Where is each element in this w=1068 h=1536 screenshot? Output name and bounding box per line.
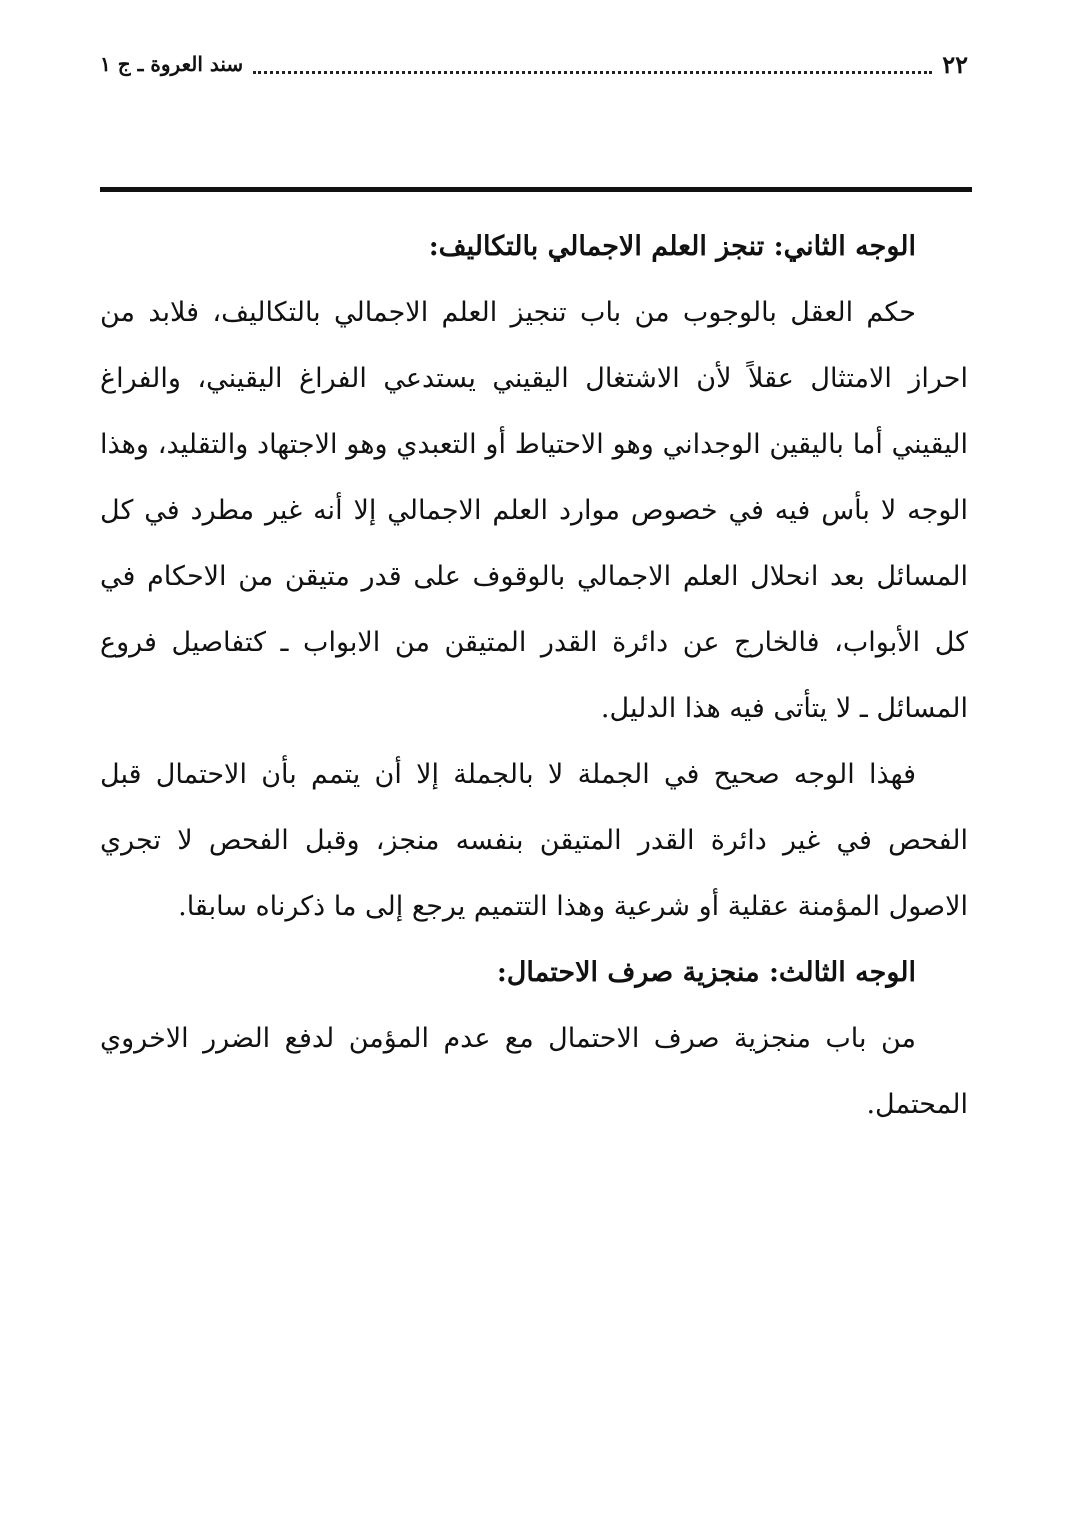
header-rule: [100, 187, 972, 192]
header-dot-leader: [253, 55, 932, 74]
page-number: ٢٢: [942, 49, 968, 79]
paragraph: حكم العقل بالوجوب من باب تنجيز العلم الاجمالي بالتكاليف، فلابد من احراز الامتثال عقلاً لأن الاشتغال اليقيني يستدعي الفراغ اليقيني، والفراغ اليقيني أما باليقين الوجداني وهو الاحتياط أو التعبدي وهو الاجتهاد والتقليد، وهذا الوجه لا بأس فيه في خصوص موارد العلم الاجمالي إلا أنه غير مطرد في كل المسائل بعد انحلال العلم الاجمالي بالوقوف على قدر متيقن من الاحكام في كل الأبواب، فالخارج عن دائرة القدر المتيقن من الابواب ـ كتفاصيل فروع المسائل ـ لا يتأتى فيه هذا الدليل.: [100, 297, 968, 724]
section-heading-second-aspect: الوجه الثاني: تنجز العلم الاجمالي بالتكاليف:: [428, 231, 916, 262]
running-title: سند العروة ـ ج ١: [100, 52, 244, 76]
paragraph: من باب منجزية صرف الاحتمال مع عدم المؤمن لدفع الضرر الاخروي المحتمل.: [100, 1023, 968, 1120]
section-heading-third-aspect: الوجه الثالث: منجزية صرف الاحتمال:: [496, 957, 916, 988]
paragraph: فهذا الوجه صحيح في الجملة لا بالجملة إلا أن يتمم بأن الاحتمال قبل الفحص في غير دائرة القدر المتيقن بنفسه منجز، وقبل الفحص لا تجري الاصول المؤمنة عقلية أو شرعية وهذا التتميم يرجع إلى ما ذكرناه سابقا.: [100, 759, 968, 922]
page-header: [100, 44, 968, 84]
page-body: [100, 214, 968, 1138]
